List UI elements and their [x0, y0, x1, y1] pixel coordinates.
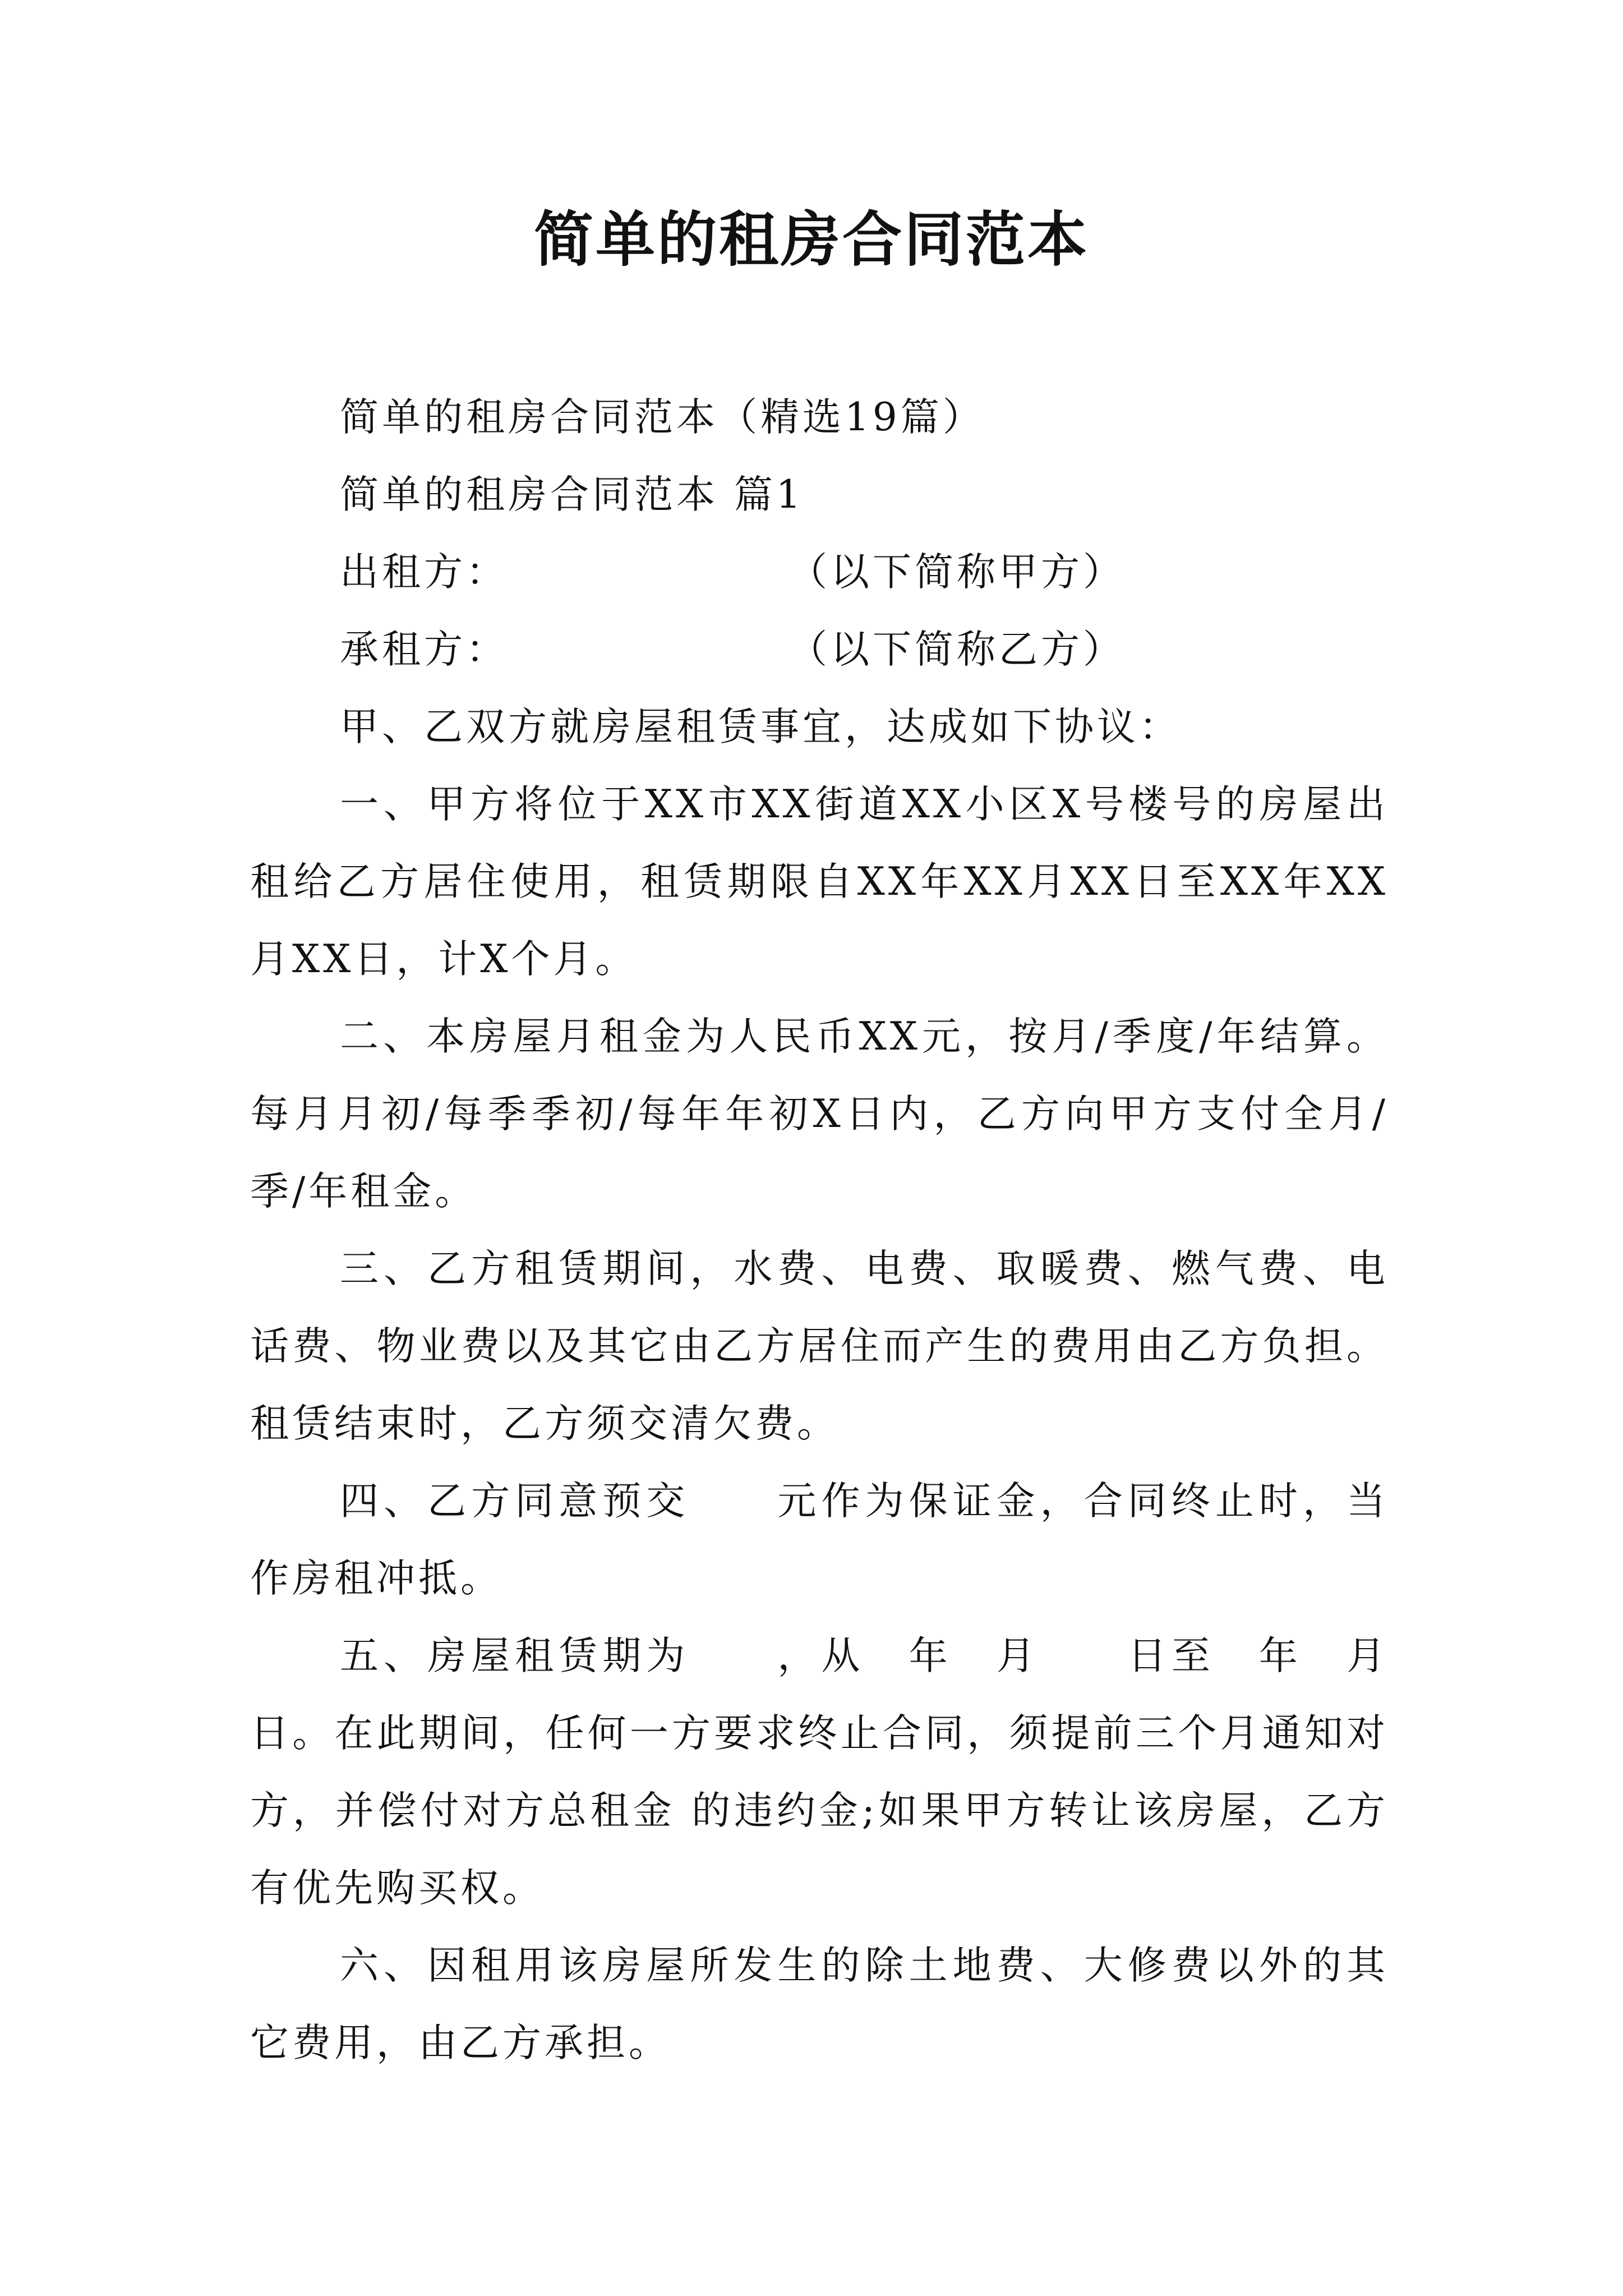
document-title: 简单的租房合同范本	[534, 205, 1089, 274]
document-body	[250, 379, 1431, 2082]
lessee-line	[250, 611, 1389, 688]
document-subtitle: 简单的租房合同范本（精选19篇）	[340, 395, 985, 440]
lessor-note: （以下简称甲方）	[789, 550, 1125, 595]
clause-4: 四、乙方同意预交 元作为保证金，合同终止时，当作房租冲抵。	[250, 1479, 1389, 1601]
lessee-label: 承租方：	[340, 627, 508, 672]
lessor-label: 出租方：	[340, 550, 508, 595]
clause-5: 五、房屋租赁期为 ，从 年 月 日至 年 月 日。在此期间，任何一方要求终止合同，须提前三个月通知对方，并偿付对方总租金 的违约金;如果甲方转让该房屋，乙方有优先购买权。	[250, 1634, 1431, 1911]
clause-6: 六、因租用该房屋所发生的除土地费、大修费以外的其它费用，由乙方承担。	[250, 1943, 1389, 2065]
clause-3: 三、乙方租赁期间，水费、电费、取暖费、燃气费、电话费、物业费以及其它由乙方居住而产生的费用由乙方负担。租赁结束时，乙方须交清欠费。	[250, 1246, 1389, 1446]
clause-2: 二、本房屋月租金为人民币XX元，按月/季度/年结算。每月月初/每季季初/每年年初X日内，乙方向甲方支付全月/季/年租金。	[250, 1014, 1389, 1214]
clause-1: 一、甲方将位于XX市XX街道XX小区X号楼号的房屋出租给乙方居住使用，租赁期限自XX年XX月XX日至XX年XX月XX日，计X个月。	[250, 782, 1389, 982]
section-heading: 简单的租房合同范本 篇1	[340, 472, 804, 517]
lessor-line	[250, 533, 1389, 611]
lessee-note: （以下简称乙方）	[789, 627, 1125, 672]
agreement-intro: 甲、乙双方就房屋租赁事宜，达成如下协议：	[340, 705, 1181, 749]
